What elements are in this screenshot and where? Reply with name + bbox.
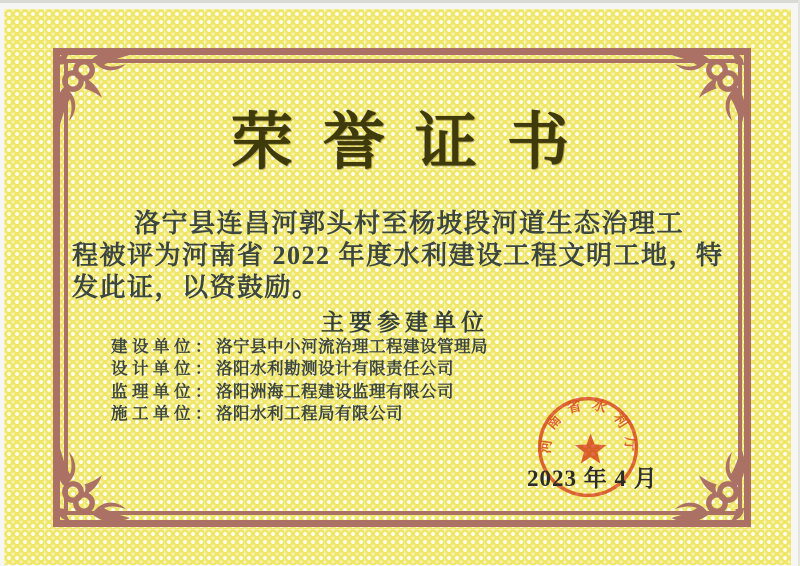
unit-row bbox=[111, 358, 488, 380]
unit-label: 施工单位： bbox=[111, 404, 216, 424]
unit-name: 洛阳洲海工程建设监理有限公司 bbox=[216, 381, 454, 401]
unit-row bbox=[111, 403, 488, 425]
unit-list bbox=[111, 336, 488, 426]
unit-name: 洛宁县中小河流治理工程建设管理局 bbox=[216, 337, 488, 356]
certificate-body bbox=[72, 208, 724, 304]
unit-name: 洛阳水利工程局有限公司 bbox=[216, 404, 403, 424]
seal-text: 河南省水利厅 bbox=[537, 396, 638, 461]
unit-row bbox=[111, 336, 488, 358]
body-line: 程被评为河南省 2022 年度水利建设工程文明工地，特 bbox=[72, 241, 724, 270]
unit-row bbox=[111, 381, 488, 403]
body-line: 洛宁县连昌河郭头村至杨坡段河道生态治理工 bbox=[134, 209, 685, 238]
scanner-edge bbox=[0, 0, 800, 3]
unit-label: 设计单位： bbox=[111, 359, 216, 379]
corner-flourish-icon bbox=[50, 436, 142, 528]
section-heading: 主要参建单位 bbox=[321, 310, 489, 335]
unit-name: 洛阳水利勘测设计有限责任公司 bbox=[216, 359, 454, 379]
unit-label: 建设单位： bbox=[111, 337, 216, 356]
body-line: 发此证，以资鼓励。 bbox=[72, 273, 320, 302]
issue-date: 2023 年 4 月 bbox=[527, 466, 658, 491]
certificate-title: 荣誉证书 bbox=[230, 109, 599, 177]
unit-label: 监理单位： bbox=[111, 381, 216, 401]
corner-flourish-icon bbox=[659, 436, 751, 528]
